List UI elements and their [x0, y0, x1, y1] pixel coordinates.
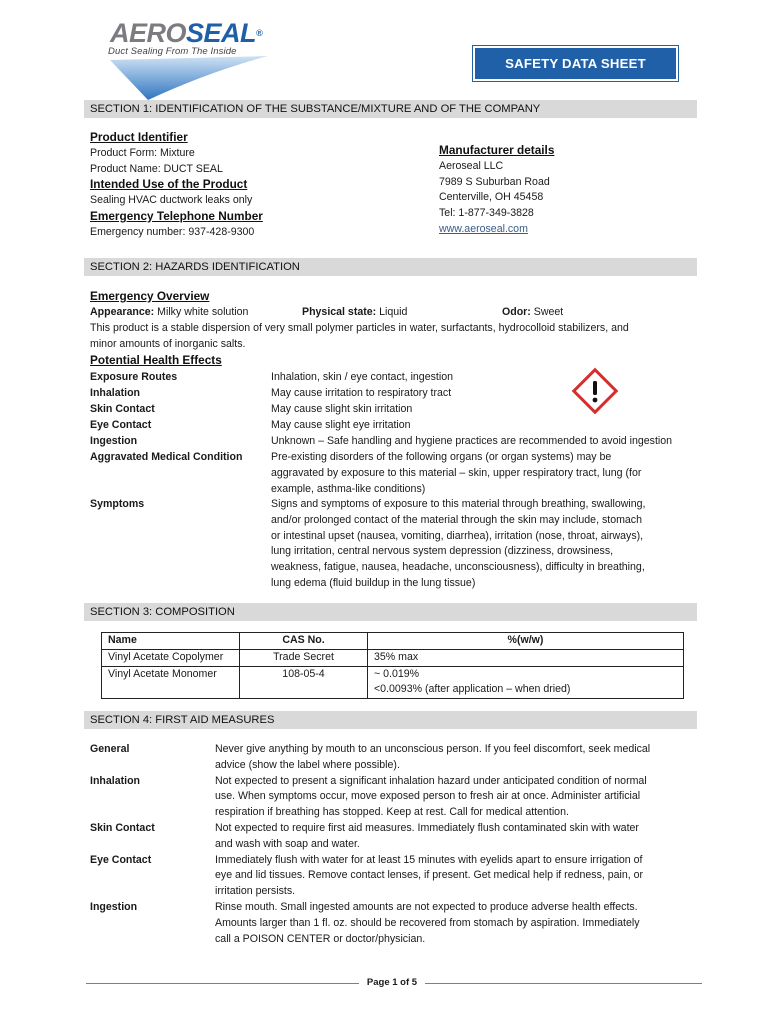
physical-state-value: Liquid	[379, 306, 408, 318]
table-cell: Vinyl Acetate Monomer	[102, 666, 240, 699]
first-aid-item: Inhalation Not expected to present a significant inhalation hazard under anticipated condition of normal use. When symptoms occur, move exposed person to fresh air at once. Administer artificial respiration if breathing has stopped. Keep at rest. Call for medical attention.	[90, 774, 647, 819]
website-link[interactable]: www.aeroseal.com	[439, 222, 528, 235]
column-header: CAS No.	[240, 633, 368, 650]
page-number: Page 1 of 5	[359, 975, 425, 991]
column-header: %(w/w)	[368, 633, 684, 650]
appearance-row	[90, 305, 248, 321]
appearance-value: Milky white solution	[157, 306, 249, 318]
table-row	[102, 649, 684, 666]
first-aid-item: Eye Contact Immediately flush with water for at least 15 minutes with eyelids apart to ensure irrigation of eye and lid tissues. Remove contact lenses, if present. Get medical help if redness, pain, or irritation persists.	[90, 853, 644, 898]
manufacturer-block	[439, 143, 679, 238]
intended-use-heading: Intended Use of the Product	[90, 177, 248, 192]
odor-row	[502, 305, 563, 321]
physical-state-row	[302, 305, 407, 321]
logo-tagline: Duct Sealing From The Inside	[108, 46, 237, 57]
table-header-row	[102, 633, 684, 650]
first-aid-item: General Never give anything by mouth to an unconscious person. If you feel discomfort, seek medical advice (show the label where possible).	[90, 743, 651, 771]
physical-state-label: Physical state:	[302, 306, 377, 318]
table-cell: Vinyl Acetate Copolymer	[102, 649, 240, 666]
health-effects-table	[90, 370, 710, 593]
product-name: Product Name: DUCT SEAL	[90, 162, 223, 175]
manufacturer-heading: Manufacturer details	[439, 143, 555, 157]
table-cell: ~ 0.019% <0.0093% (after application – when dried)	[368, 666, 684, 699]
health-effects-heading: Potential Health Effects	[90, 353, 222, 367]
health-effect-row: Eye Contact May cause slight eye irritation	[90, 419, 411, 431]
health-effect-row: Skin Contact May cause slight skin irritation	[90, 403, 413, 415]
manufacturer-line: 7989 S Suburban Road	[439, 175, 550, 188]
appearance-label: Appearance:	[90, 306, 155, 318]
health-effect-row: Inhalation May cause irritation to respiratory tract	[90, 387, 452, 399]
first-aid-item: Ingestion Rinse mouth. Small ingested amounts are not expected to produce adverse health effects. Amounts larger than 1 fl. oz. should be recovered from stomach by aspiration. Immediately call a POISON CENTER or doctor/physician.	[90, 900, 640, 945]
health-effect-row: Aggravated Medical Condition Pre-existing disorders of the following organs (or organ systems) may be aggravated by exposure to this material – skin, upper respiratory tract, lung (for example, asthma-like conditions)	[90, 451, 642, 495]
table-cell: 108-05-4	[240, 666, 368, 699]
manufacturer-line: Centerville, OH 45458	[439, 191, 544, 204]
emergency-phone-heading: Emergency Telephone Number	[90, 208, 263, 223]
emergency-overview-heading: Emergency Overview	[90, 289, 210, 303]
manufacturer-line: Aeroseal LLC	[439, 159, 504, 172]
manufacturer-line: Tel: 1-877-349-3828	[439, 207, 534, 220]
first-aid-item: Skin Contact Not expected to require first aid measures. Immediately flush contaminated skin with water and wash with soap and water.	[90, 821, 639, 850]
table-row	[102, 666, 684, 699]
section3-bar: SECTION 3: COMPOSITION	[84, 603, 697, 621]
composition-table	[101, 632, 684, 699]
product-identifier-heading: Product Identifier	[90, 130, 188, 144]
odor-value: Sweet	[533, 306, 564, 318]
product-description: This product is a stable dispersion of very small polymer particles in water, surfactants, hydrocolloid stabilizers, and minor amounts of inorganic salts.	[90, 322, 629, 350]
table-cell: 35% max	[368, 649, 684, 666]
column-header: Name	[102, 633, 240, 650]
first-aid-list	[90, 742, 710, 947]
logo-swoosh-icon	[108, 54, 278, 102]
document-title-box: SAFETY DATA SHEET	[475, 48, 676, 79]
odor-label: Odor:	[502, 306, 531, 318]
section4-bar: SECTION 4: FIRST AID MEASURES	[84, 711, 697, 729]
health-effect-row: Symptoms Signs and symptoms of exposure to this material through breathing, swallowing, and/or prolonged contact of the material through the skin may include, stomach or intestinal upset (nausea, vomiting, diarrhea), irritation (nose, throat, airways), lung irritation, central nervous system depression (dizziness, drowsiness, weakness, fatigue, nausea, headache, unconsciousness), difficulty in breathing, lung edema (fluid buildup in the lung tissue)	[90, 498, 646, 589]
section1-bar: SECTION 1: IDENTIFICATION OF THE SUBSTANCE/MIXTURE AND OF THE COMPANY	[84, 100, 697, 118]
product-identification-block	[90, 130, 430, 241]
logo-wordmark: AEROSEAL®	[110, 18, 263, 48]
table-cell: Trade Secret	[240, 649, 368, 666]
health-effect-row: Exposure Routes Inhalation, skin / eye contact, ingestion	[90, 371, 453, 383]
product-form: Product Form: Mixture	[90, 146, 195, 159]
emergency-number: Emergency number: 937-428-9300	[90, 225, 255, 238]
section2-bar: SECTION 2: HAZARDS IDENTIFICATION	[84, 258, 697, 276]
intended-use: Sealing HVAC ductwork leaks only	[90, 194, 253, 207]
health-effect-row: Ingestion Unknown – Safe handling and hygiene practices are recommended to avoid ingestion	[90, 435, 673, 447]
aeroseal-logo	[108, 18, 278, 88]
